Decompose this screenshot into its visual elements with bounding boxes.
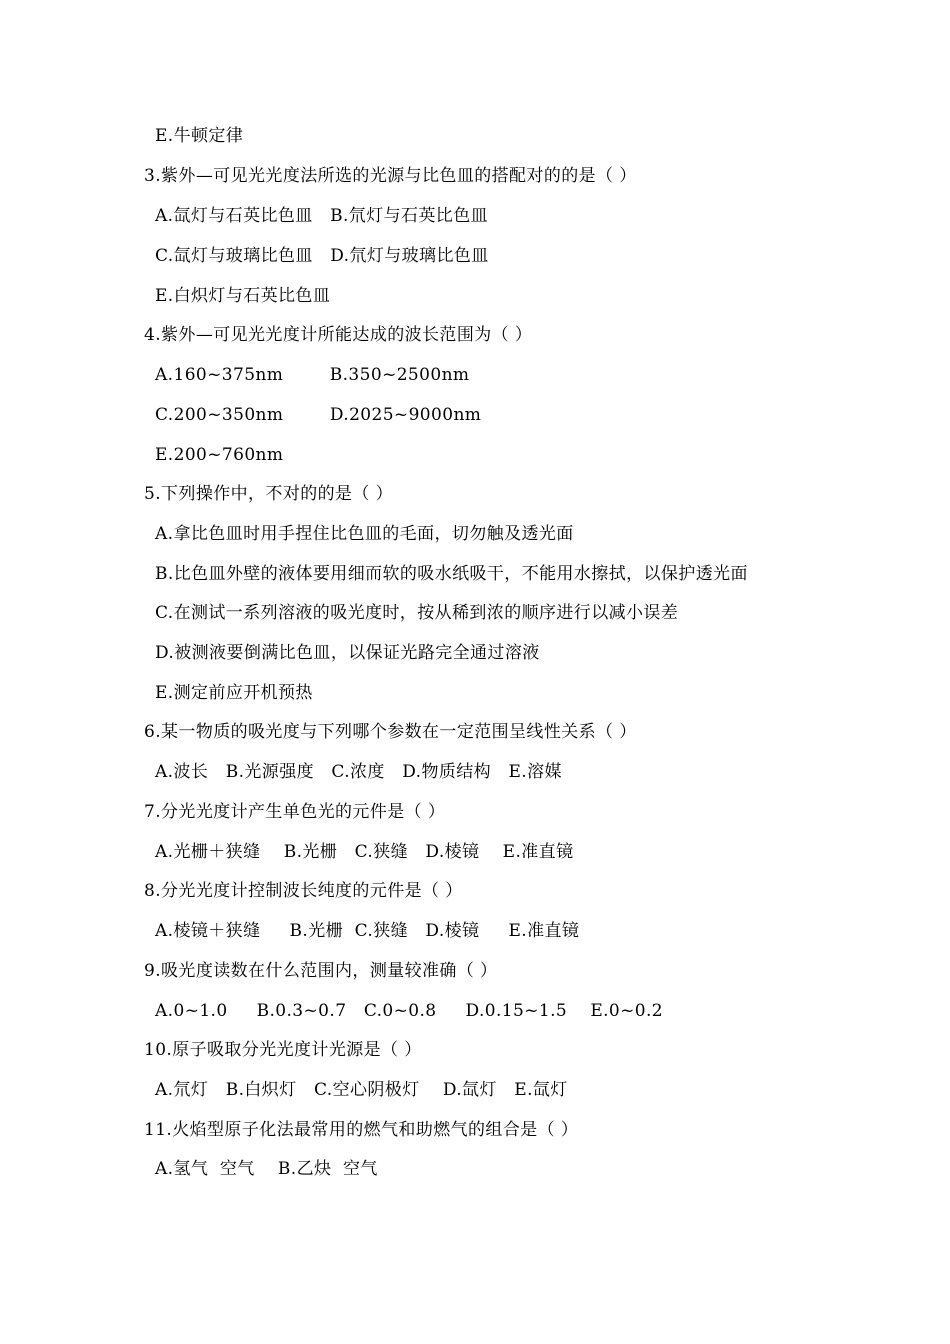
question-6: 6.某一物质的吸光度与下列哪个参数在一定范围呈线性关系（ ） [144, 722, 637, 742]
question-4-option-e: E.200~760nm [155, 445, 284, 465]
question-4: 4.紫外—可见光光度计所能达成的波长范围为（ ） [144, 325, 533, 345]
question-11: 11.火焰型原子化法最常用的燃气和助燃气的组合是（ ） [144, 1120, 579, 1140]
question-11-options: A.氢气 空气 B.乙炔 空气 [155, 1159, 378, 1179]
question-3-options-ab: A.氙灯与石英比色皿 B.氘灯与石英比色皿 [155, 206, 488, 226]
question-5-option-d: D.被测液要倒满比色皿，以保证光路完全通过溶液 [155, 643, 540, 663]
question-5-option-b: B.比色皿外壁的液体要用细而软的吸水纸吸干，不能用水擦拭，以保护透光面 [155, 564, 748, 584]
question-4-options-ab: A.160~375nm B.350~2500nm [155, 365, 470, 385]
question-8-options: A.棱镜＋狭缝 B.光栅 C.狭缝 D.棱镜 E.准直镜 [155, 921, 580, 941]
question-10-options: A.氘灯 B.白炽灯 C.空心阴极灯 D.氙灯 E.氙灯 [155, 1080, 568, 1100]
option-e-newton-law: E.牛顿定律 [155, 126, 244, 146]
question-4-options-cd: C.200~350nm D.2025~9000nm [155, 405, 482, 425]
question-3: 3.紫外—可见光光度法所选的光源与比色皿的搭配对的的是（ ） [144, 166, 637, 186]
question-3-option-e: E.白炽灯与石英比色皿 [155, 286, 331, 306]
question-5-option-a: A.拿比色皿时用手捏住比色皿的毛面，切勿触及透光面 [155, 524, 574, 544]
question-10: 10.原子吸取分光光度计光源是（ ） [144, 1040, 422, 1060]
question-9: 9.吸光度读数在什么范围内，测量较准确（ ） [144, 961, 498, 981]
question-9-options: A.0~1.0 B.0.3~0.7 C.0~0.8 D.0.15~1.5 E.0~0.2 [155, 1001, 664, 1021]
question-5-option-e: E.测定前应开机预热 [155, 683, 313, 703]
question-6-options: A.波长 B.光源强度 C.浓度 D.物质结构 E.溶媒 [155, 762, 562, 782]
question-5-option-c: C.在测试一系列溶液的吸光度时，按从稀到浓的顺序进行以减小误差 [155, 603, 679, 623]
question-5: 5.下列操作中，不对的的是（ ） [144, 484, 394, 504]
question-8: 8.分光光度计控制波长纯度的元件是（ ） [144, 881, 463, 901]
question-7: 7.分光光度计产生单色光的元件是（ ） [144, 802, 446, 822]
question-7-options: A.光栅＋狭缝 B.光栅 C.狭缝 D.棱镜 E.准直镜 [155, 842, 574, 862]
question-3-options-cd: C.氙灯与玻璃比色皿 D.氘灯与玻璃比色皿 [155, 246, 489, 266]
